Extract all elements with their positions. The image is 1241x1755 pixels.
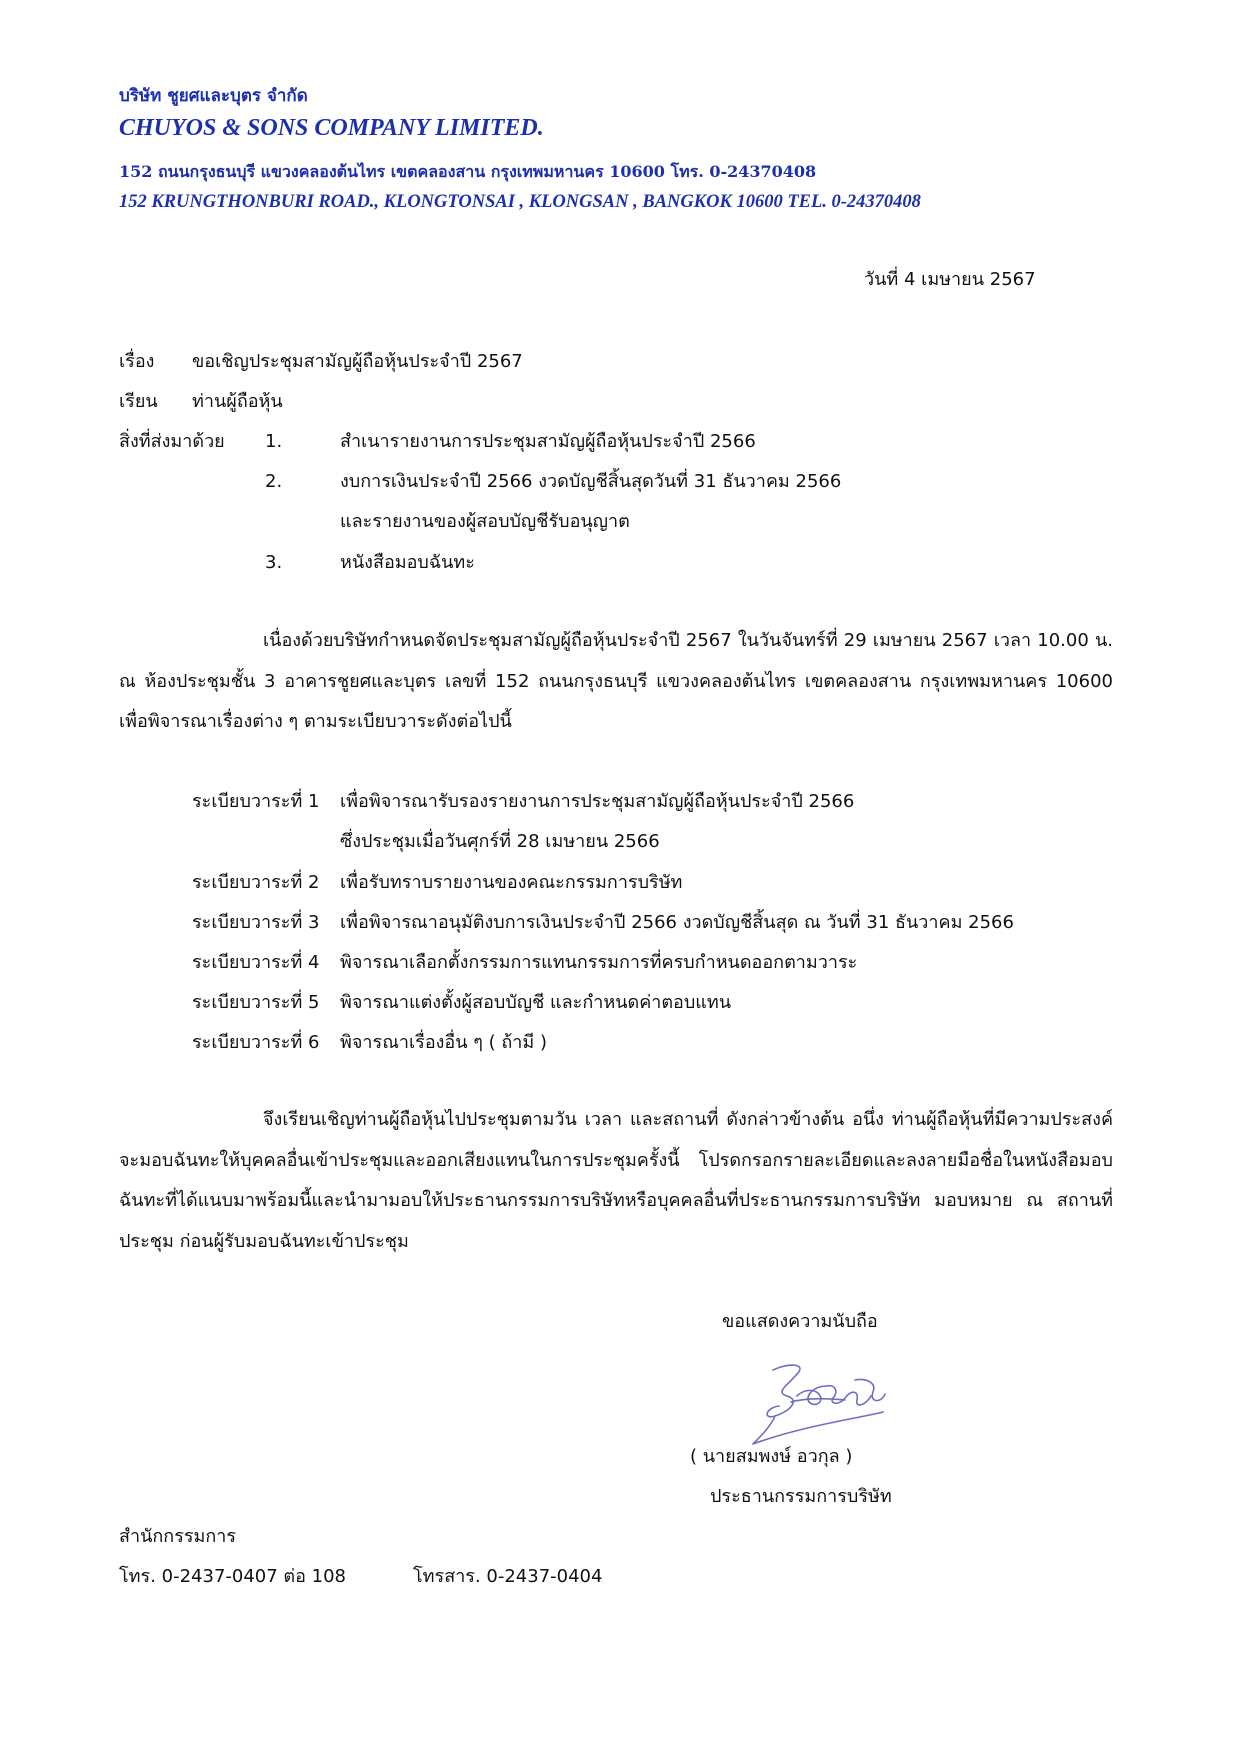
office-label: สำนักกรรมการ <box>119 1526 237 1547</box>
office-fax: โทรสาร. 0-2437-0404 <box>413 1566 603 1587</box>
closing-paragraph <box>119 1100 1113 1262</box>
enclosure-text: สำเนารายงานการประชุมสามัญผู้ถือหุ้นประจำปี 2566 <box>340 431 756 452</box>
subject-text: ขอเชิญประชุมสามัญผู้ถือหุ้นประจำปี 2567 <box>192 351 523 372</box>
recipient-text: ท่านผู้ถือหุ้น <box>192 391 283 412</box>
intro-paragraph-text: เนื่องด้วยบริษัทกำหนดจัดประชุมสามัญผู้ถือหุ้นประจำปี 2567 ในวันจันทร์ที่ 29 เมษายน 2567 เวลา 10.00 น. ณ ห้องประชุมชั้น 3 อาคารชูยศและบุตร เลขที่ 152 ถนนกรุงธนบุรี แขวงคลองต้นไทร เขตคลองสาน กรุงเทพมหานคร 10600 เพื่อพิจารณาเรื่องต่าง ๆ ตามระเบียบวาระดังต่อไปนี้ <box>119 630 1113 732</box>
agenda-label: ระเบียบวาระที่ 2 <box>192 872 320 893</box>
company-name-english: CHUYOS & SONS COMPANY LIMITED. <box>119 115 544 141</box>
enclosure-number: 3. <box>265 552 283 573</box>
agenda-text: เพื่อรับทราบรายงานของคณะกรรมการบริษัท <box>340 872 683 893</box>
agenda-text: พิจารณาแต่งตั้งผู้สอบบัญชี และกำหนดค่าตอบแทน <box>340 992 732 1013</box>
agenda-label: ระเบียบวาระที่ 3 <box>192 912 320 933</box>
subject-label: เรื่อง <box>119 351 155 372</box>
signature-image <box>735 1352 895 1452</box>
agenda-label: ระเบียบวาระที่ 5 <box>192 992 320 1013</box>
closing-regards: ขอแสดงความนับถือ <box>722 1311 878 1332</box>
agenda-label: ระเบียบวาระที่ 4 <box>192 952 320 973</box>
closing-paragraph-text: จึงเรียนเชิญท่านผู้ถือหุ้นไปประชุมตามวัน เวลา และสถานที่ ดังกล่าวข้างต้น อนึ่ง ท่านผู้ถือหุ้นที่มีความประสงค์จะมอบฉันทะให้บุคคลอื่นเข้าประชุมและออกเสียงแทนในการประชุมครั้งนี้ โปรดกรอกรายละเอียดและลงลายมือชื่อในหนังสือมอบฉันทะที่ได้แนบมาพร้อมนี้และนำมามอบให้ประธานกรรมการบริษัทหรือบุคคลอื่นที่ประธานกรรมการบริษัท มอบหมาย ณ สถานที่ประชุม ก่อนผู้รับมอบฉันทะเข้าประชุม <box>119 1109 1113 1252</box>
letter-date: วันที่ 4 เมษายน 2567 <box>864 269 1036 290</box>
enclosure-text: หนังสือมอบฉันทะ <box>340 552 475 573</box>
intro-paragraph <box>119 621 1113 743</box>
enclosure-number: 2. <box>265 471 283 492</box>
agenda-text: พิจารณาเรื่องอื่น ๆ ( ถ้ามี ) <box>340 1032 547 1053</box>
agenda-text-continued: ซึ่งประชุมเมื่อวันศุกร์ที่ 28 เมษายน 2566 <box>340 831 660 852</box>
enclosure-text: งบการเงินประจำปี 2566 งวดบัญชีสิ้นสุดวันที่ 31 ธันวาคม 2566 <box>340 471 842 492</box>
agenda-text: เพื่อพิจารณารับรองรายงานการประชุมสามัญผู้ถือหุ้นประจำปี 2566 <box>340 791 855 812</box>
signatory-name: ( นายสมพงษ์ อวกุล ) <box>690 1446 853 1467</box>
address-thai: 152 ถนนกรุงธนบุรี แขวงคลองต้นไทร เขตคลองสาน กรุงเทพมหานคร 10600 โทร. 0-24370408 <box>119 162 817 181</box>
agenda-label: ระเบียบวาระที่ 6 <box>192 1032 320 1053</box>
address-english: 152 KRUNGTHONBURI ROAD., KLONGTONSAI , KLONGSAN , BANGKOK 10600 TEL. 0-24370408 <box>119 192 921 212</box>
signatory-title: ประธานกรรมการบริษัท <box>710 1486 892 1507</box>
enclosures-label: สิ่งที่ส่งมาด้วย <box>119 431 225 452</box>
agenda-text: พิจารณาเลือกตั้งกรรมการแทนกรรมการที่ครบกำหนดออกตามวาระ <box>340 952 858 973</box>
agenda-text: เพื่อพิจารณาอนุมัติงบการเงินประจำปี 2566 งวดบัญชีสิ้นสุด ณ วันที่ 31 ธันวาคม 2566 <box>340 912 1014 933</box>
agenda-label: ระเบียบวาระที่ 1 <box>192 791 320 812</box>
enclosure-text-continued: และรายงานของผู้สอบบัญชีรับอนุญาต <box>340 511 630 532</box>
enclosure-number: 1. <box>265 431 283 452</box>
office-phone: โทร. 0-2437-0407 ต่อ 108 <box>119 1566 347 1587</box>
company-name-thai: บริษัท ชูยศและบุตร จำกัด <box>119 86 308 106</box>
recipient-label: เรียน <box>119 391 158 412</box>
